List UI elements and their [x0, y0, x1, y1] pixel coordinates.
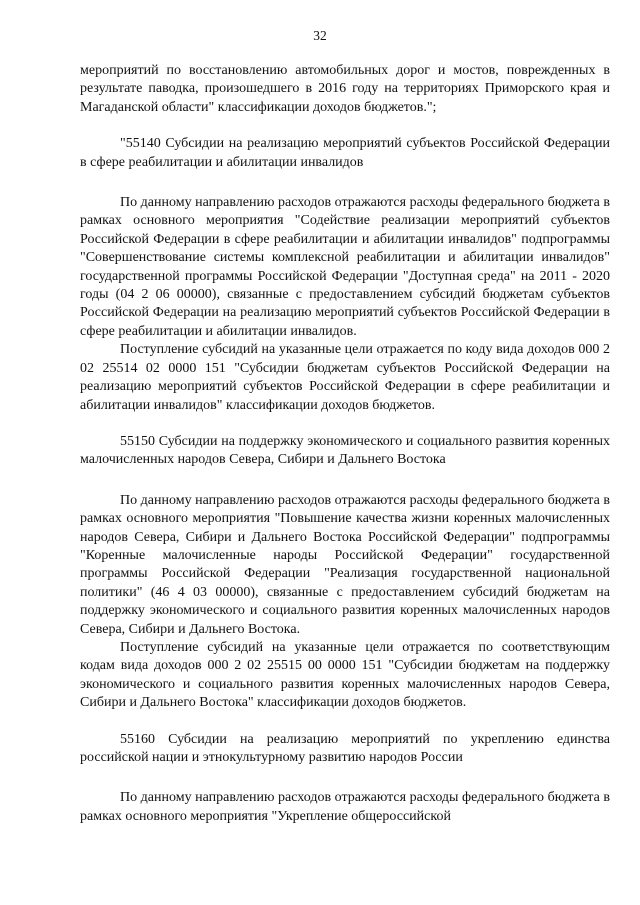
paragraph-55160-description: По данному направлению расходов отражаются расходы федерального бюджета в рамках основного мероприятия "Укрепление общероссийской: [80, 790, 610, 824]
paragraph-continuation: мероприятий по восстановлению автомобильных дорог и мостов, поврежденных в результате паводка, произошедшего в 2016 году на территориях Приморского края и Магаданской области" классификации доходов бюджетов.";: [80, 63, 610, 115]
paragraph-55140-description: По данному направлению расходов отражаются расходы федерального бюджета в рамках основного мероприятия "Содействие реализации мероприятий субъектов Российской Федерации в сфере реабилитации и абилитации инвалидов" подпрограммы "Совершенствование системы комплексной реабилитации и абилитации инвалидов" государственной программы Российской Федерации "Доступная среда" на 2011 - 2020 годы (04 2 06 00000), связанные с предоставлением субсидий бюджетам субъектов Российской Федерации на реализацию мероприятий субъектов Российской Федерации в сфере реабилитации и абилитации инвалидов.: [80, 195, 610, 339]
paragraph-55150-description: По данному направлению расходов отражаются расходы федерального бюджета в рамках основного мероприятия "Повышение качества жизни коренных малочисленных народов Севера, Сибири и Дальнего Востока Российской Федерации" подпрограммы "Коренные малочисленные народы Российской Федерации" государственной программы Российской Федерации "Реализация государственной национальной политики" (46 4 03 00000), связанные с предоставлением субсидий бюджетам на поддержку экономического и социального развития коренных малочисленных народов Севера, Сибири и Дальнего Востока.: [80, 492, 610, 637]
section-heading-55150: 55150 Субсидии на поддержку экономического и социального развития коренных малочисленных народов Севера, Сибири и Дальнего Востока: [80, 433, 610, 468]
paragraph-55150-income: Поступление субсидий на указанные цели отражается по соответствующим кодам вида доходов 000 2 02 25515 00 0000 151 "Субсидии бюджетам на поддержку экономического и социального развития коренных малочисленных народов Севера, Сибири и Дальнего Востока" классификации доходов бюджетов.: [80, 639, 610, 711]
section-heading-55140: "55140 Субсидии на реализацию мероприятий субъектов Российской Федерации в сфере реабилитации и абилитации инвалидов: [80, 136, 610, 170]
paragraph-55140-income: Поступление субсидий на указанные цели отражается по коду вида доходов 000 2 02 25514 02 0000 151 "Субсидии бюджетам субъектов Российской Федерации на реализацию мероприятий субъектов Российской Федерации в сфере реабилитации и абилитации инвалидов" классификации доходов бюджетов.: [80, 342, 610, 413]
document-body: [80, 62, 610, 826]
page-number: 32: [313, 28, 327, 43]
section-heading-55160: 55160 Субсидии на реализацию мероприятий по укреплению единства российской нации и этнокультурному развитию народов России: [80, 731, 610, 765]
